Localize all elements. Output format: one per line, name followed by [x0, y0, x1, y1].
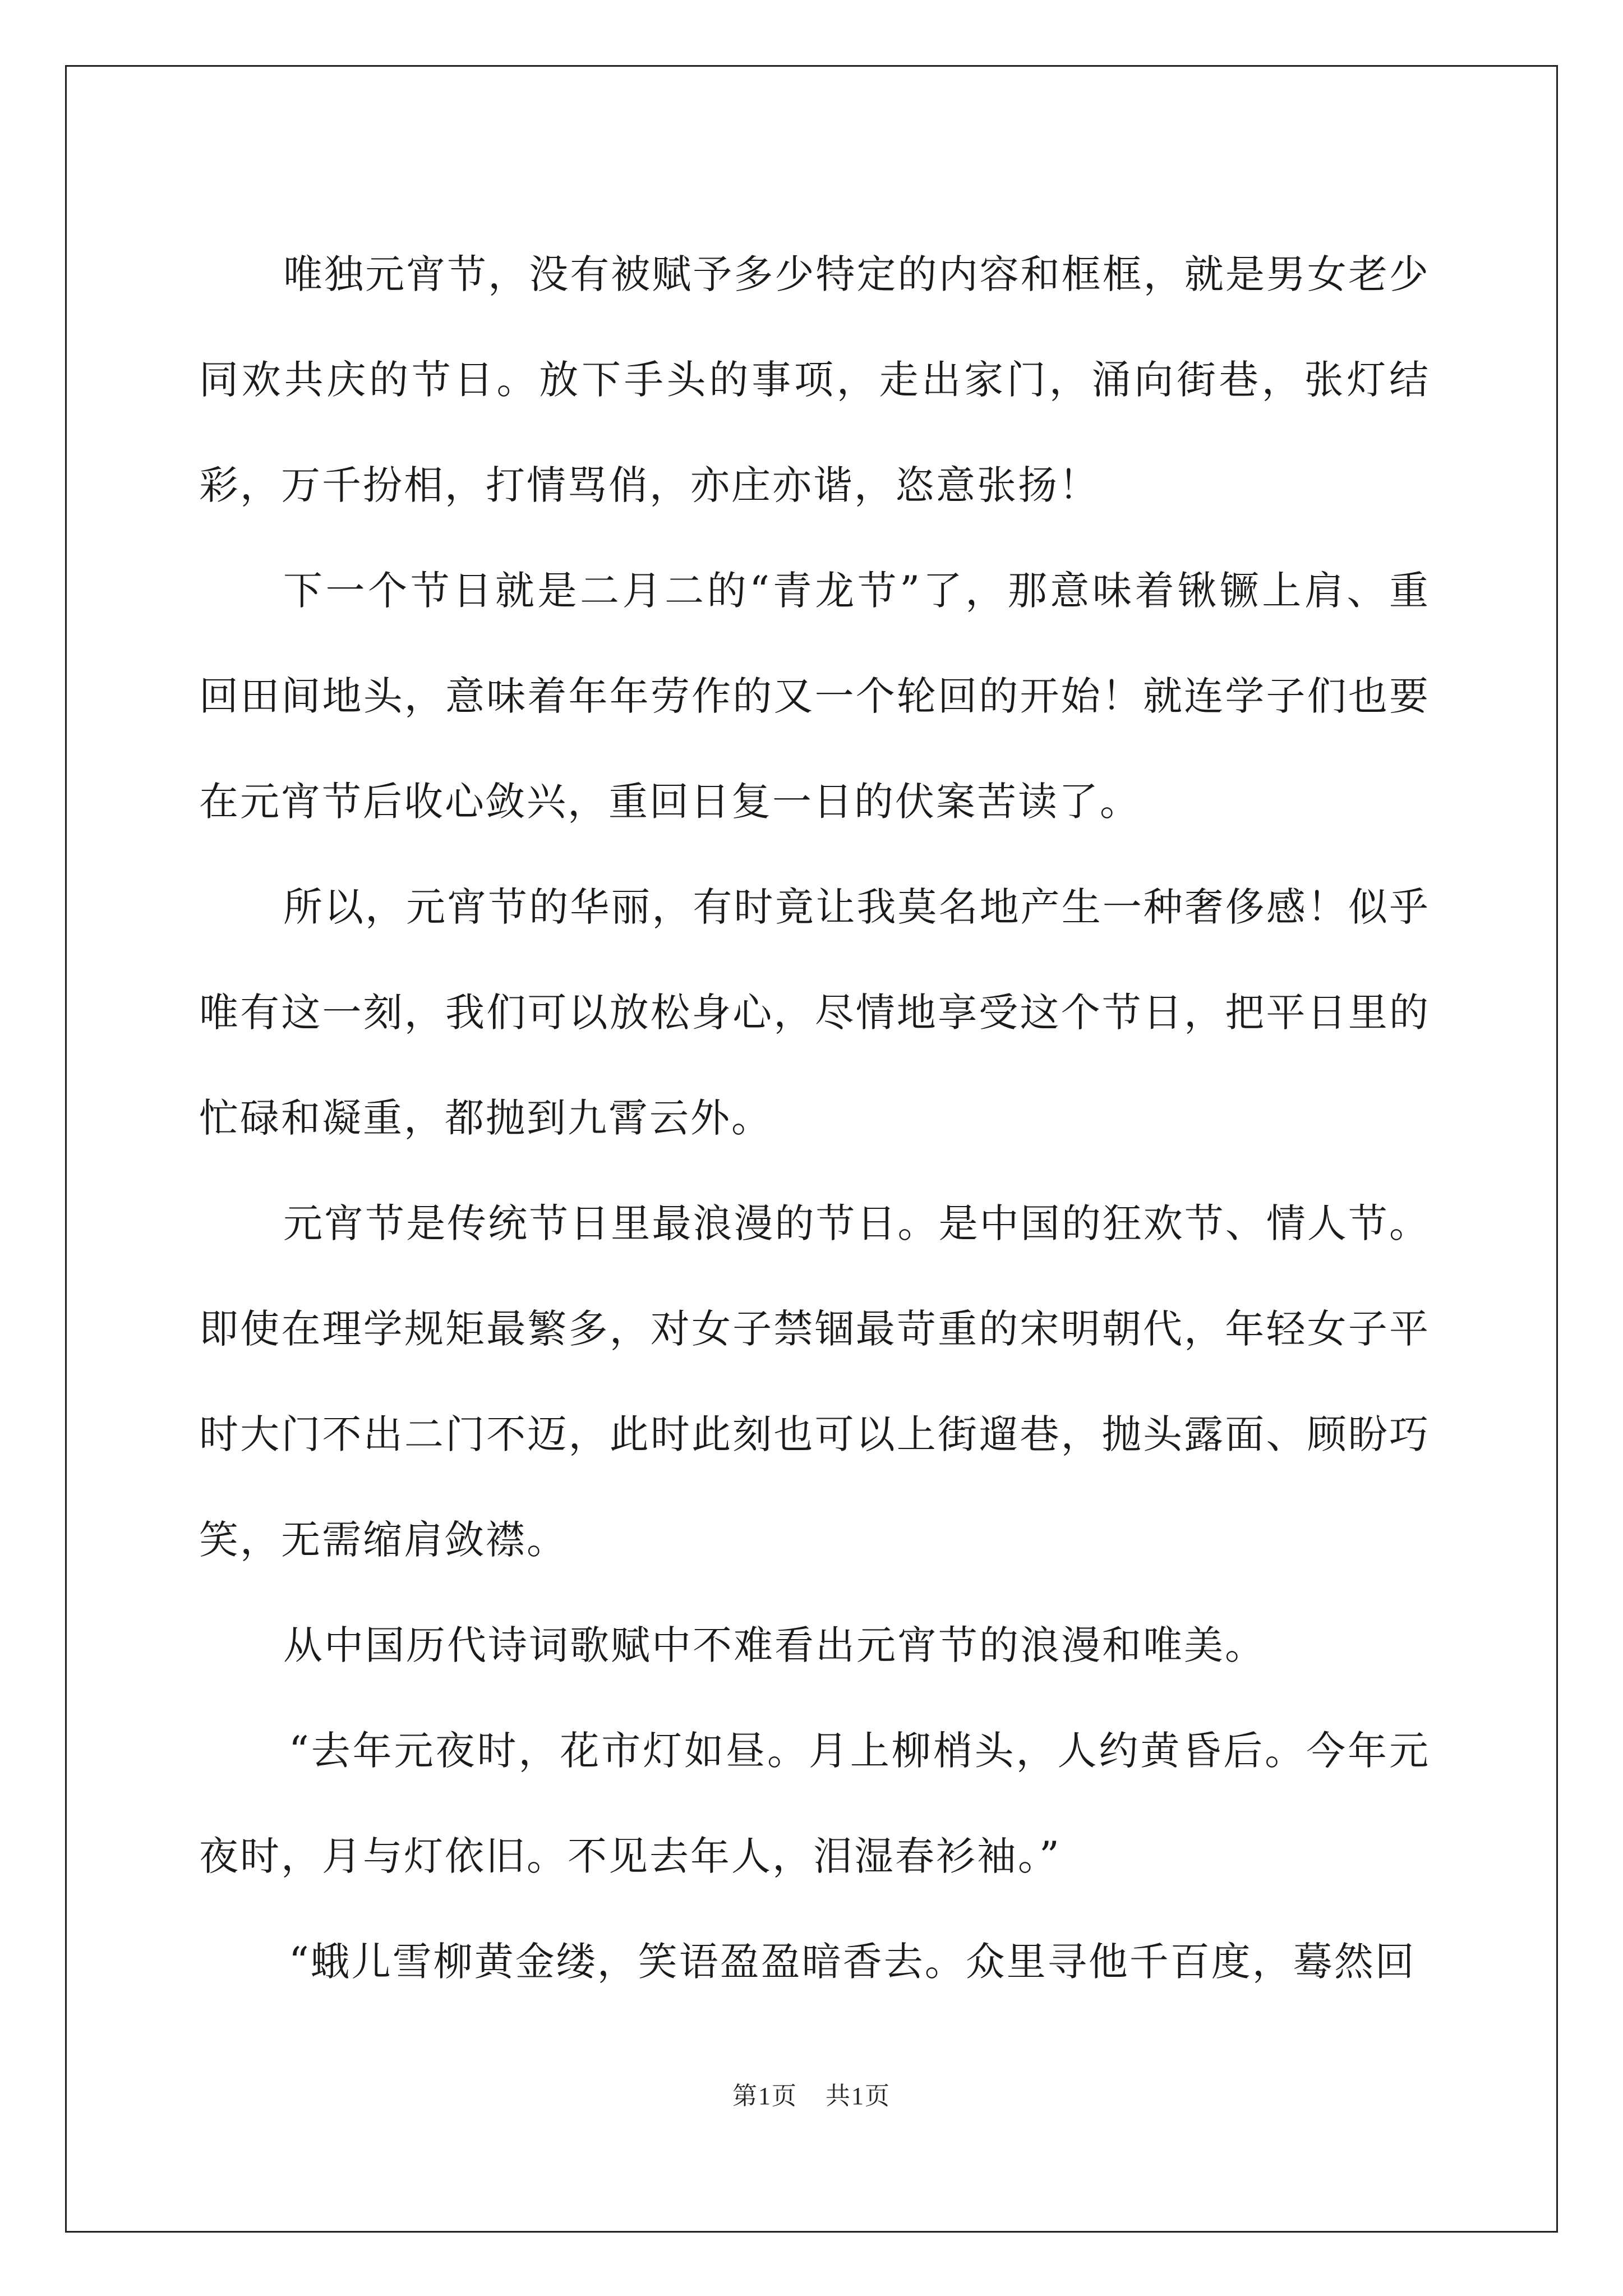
- paragraph-4: 元宵节是传统节日里最浪漫的节日。是中国的狂欢节、情人节。即使在理学规矩最繁多，对女子禁锢最苛重的宋明朝代，年轻女子平时大门不出二门不迈，此时此刻也可以上街遛巷，抛头露面、顾盼巧笑，无需缩肩敛襟。: [199, 1200, 1430, 1563]
- page-number-current: 第1页: [732, 2082, 797, 2110]
- paragraph-1: 唯独元宵节，没有被赋予多少特定的内容和框框，就是男女老少同欢共庆的节日。放下手头的事项，走出家门，涌向街巷，张灯结彩，万千扮相，打情骂俏，亦庄亦谐，恣意张扬！: [199, 251, 1430, 508]
- poem-quote-1: “去年元夜时，花市灯如昼。月上柳梢头，人约黄昏后。今年元夜时，月与灯依旧。不见去年人，泪湿春衫袖。”: [199, 1728, 1430, 1879]
- page-number-total: 共1页: [826, 2082, 891, 2110]
- page-footer: [0, 2076, 1623, 2111]
- document-body: [199, 222, 1430, 2014]
- paragraph-2: 下一个节日就是二月二的“青龙节”了，那意味着锹镢上肩、重回田间地头，意味着年年劳作的又一个轮回的开始！就连学子们也要在元宵节后收心敛兴，重回日复一日的伏案苦读了。: [199, 568, 1430, 825]
- paragraph-3: 所以，元宵节的华丽，有时竟让我莫名地产生一种奢侈感！似乎唯有这一刻，我们可以放松身心，尽情地享受这个节日，把平日里的忙碌和凝重，都抛到九霄云外。: [199, 884, 1430, 1141]
- poem-quote-2: “蛾儿雪柳黄金缕，笑语盈盈暗香去。众里寻他千百度，蓦然回: [289, 1939, 1416, 1985]
- paragraph-5: 从中国历代诗词歌赋中不难看出元宵节的浪漫和唯美。: [283, 1622, 1266, 1668]
